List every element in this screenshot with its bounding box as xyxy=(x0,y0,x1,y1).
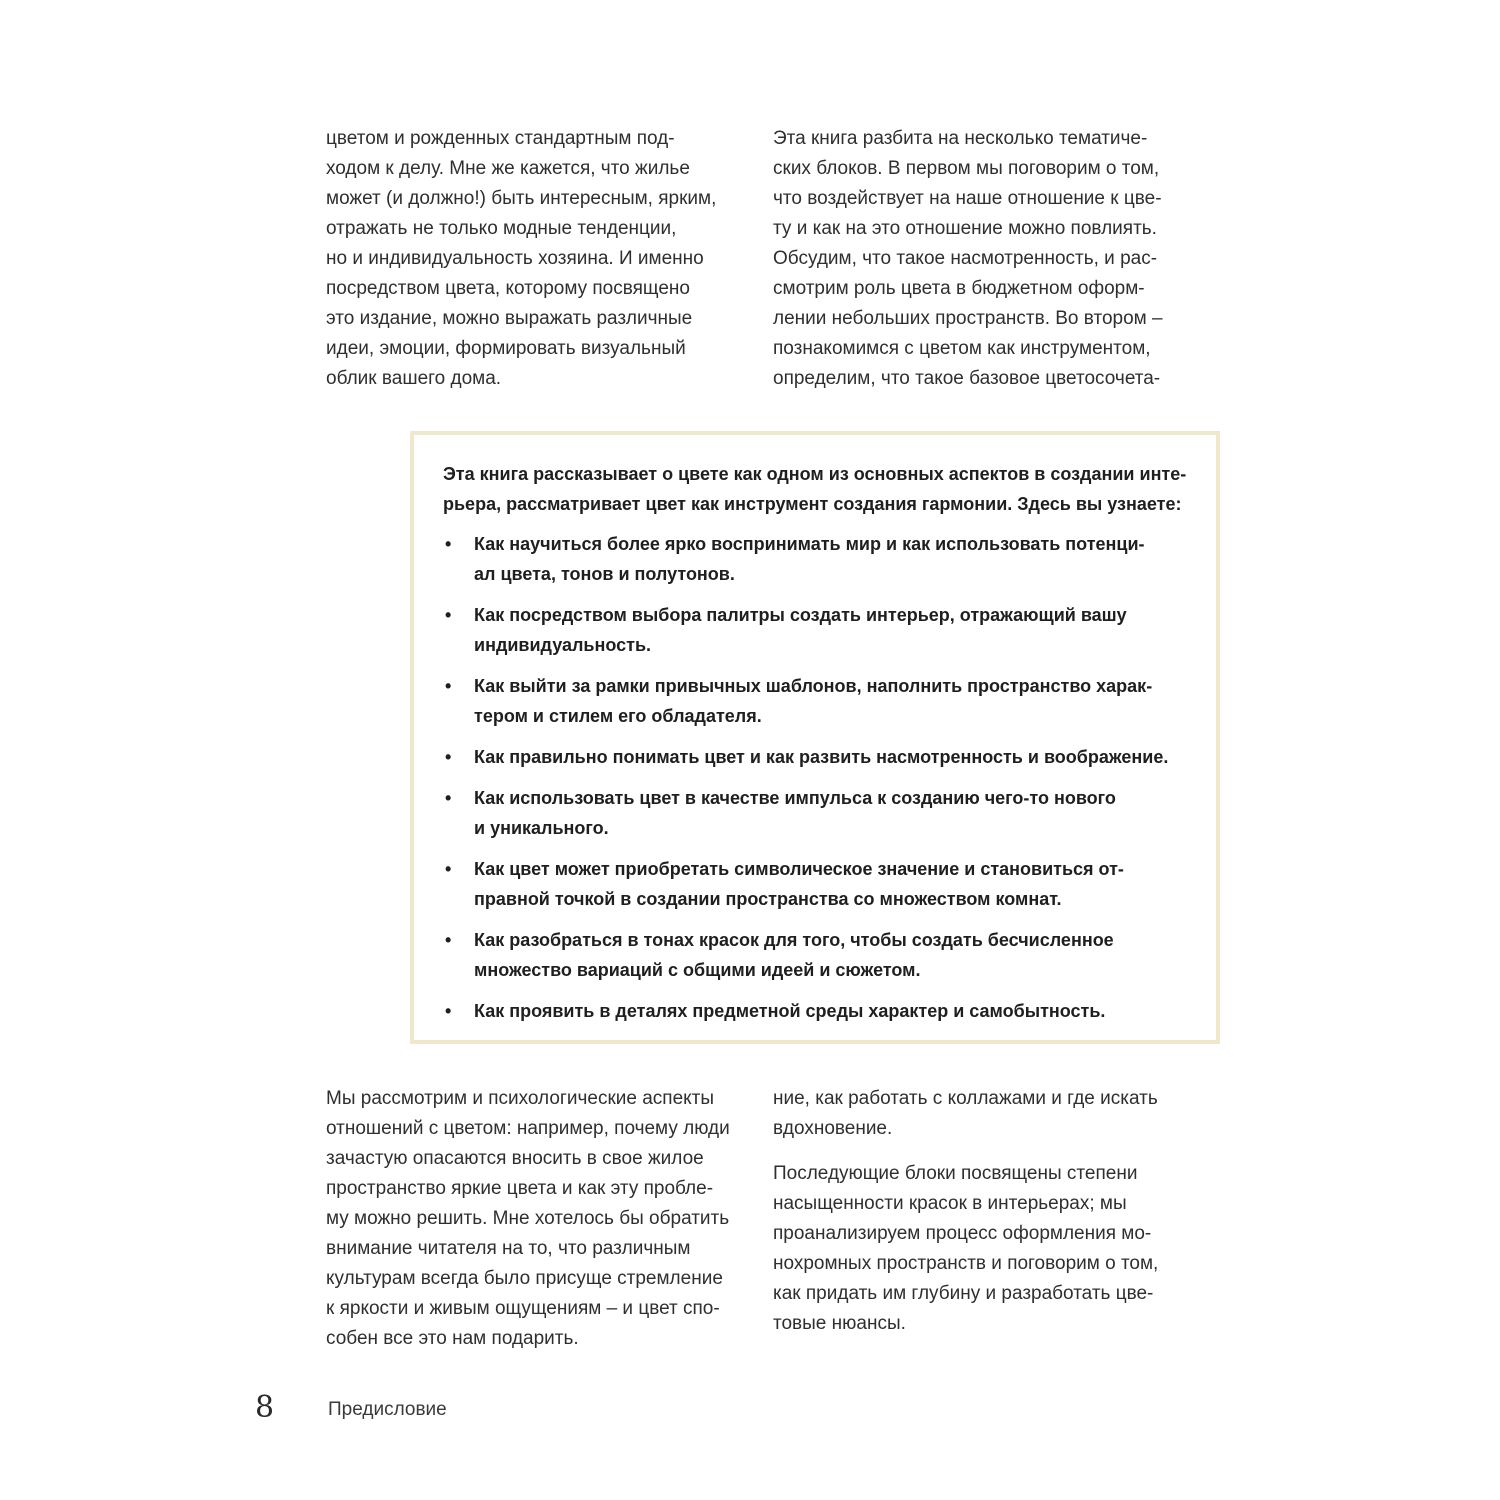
bullet-text-line: и уникального. xyxy=(474,818,609,838)
top-left-column xyxy=(326,124,746,394)
bullet-text-line: Как разобраться в тонах красок для того, чтобы создать бесчисленное xyxy=(474,930,1114,950)
bullet-text-line: Как посредством выбора палитры создать интерьер, отражающий вашу xyxy=(474,605,1127,625)
bullet-text-line: правной точкой в создании пространства со множеством комнат. xyxy=(474,889,1062,909)
text-line: облик вашего дома. xyxy=(326,368,502,389)
text-line: смотрим роль цвета в бюджетном оформ- xyxy=(773,278,1145,299)
text-line: Эта книга разбита на несколько тематиче- xyxy=(773,128,1148,149)
bullet-item xyxy=(443,925,1196,985)
top-right-column xyxy=(773,124,1203,394)
bottom-right-column xyxy=(773,1084,1203,1339)
bullet-item xyxy=(443,600,1196,660)
paragraph xyxy=(326,1084,746,1354)
bullet-item xyxy=(443,854,1196,914)
bullet-item xyxy=(443,996,1196,1026)
text-line: вдохновение. xyxy=(773,1118,893,1139)
text-line: отношений с цветом: например, почему люди xyxy=(326,1118,730,1139)
paragraph xyxy=(773,124,1203,394)
bullet-item xyxy=(443,783,1196,843)
bullet-dot-icon: • xyxy=(445,1001,452,1021)
section-title: Предисловие xyxy=(328,1399,447,1420)
bullet-dot-icon: • xyxy=(445,859,452,879)
text-line: к яркости и живым ощущениям – и цвет спо- xyxy=(326,1298,720,1319)
text-line: может (и должно!) быть интересным, ярким, xyxy=(326,188,717,209)
text-line: как придать им глубину и разработать цве- xyxy=(773,1283,1154,1304)
bullet-text-line: Как проявить в деталях предметной среды характер и самобытность. xyxy=(474,1001,1106,1021)
highlight-box xyxy=(410,431,1220,1044)
text-line: цветом и рожденных стандартным под- xyxy=(326,128,675,149)
text-line: му можно решить. Мне хотелось бы обратить xyxy=(326,1208,730,1229)
bullet-item xyxy=(443,529,1196,589)
text-line: собен все это нам подарить. xyxy=(326,1328,579,1349)
text-line: культурам всегда было присуще стремление xyxy=(326,1268,723,1289)
bullet-dot-icon: • xyxy=(445,676,452,696)
bullet-text-line: ал цвета, тонов и полутонов. xyxy=(474,564,735,584)
text-line: ских блоков. В первом мы поговорим о том, xyxy=(773,158,1160,179)
paragraph xyxy=(326,124,746,394)
text-line: нохромных пространств и поговорим о том, xyxy=(773,1253,1159,1274)
bullet-dot-icon: • xyxy=(445,930,452,950)
text-line: лении небольших пространств. Во втором – xyxy=(773,308,1163,329)
text-line: но и индивидуальность хозяина. И именно xyxy=(326,248,704,269)
paragraph xyxy=(773,1084,1203,1144)
bullet-item xyxy=(443,671,1196,731)
bullet-item xyxy=(443,742,1196,772)
text-line: зачастую опасаются вносить в свое жилое xyxy=(326,1148,704,1169)
bullet-text-line: Как научиться более ярко воспринимать мир и как использовать потенци- xyxy=(474,534,1145,554)
highlight-bullet-list xyxy=(443,529,1196,1026)
text-line: ние, как работать с коллажами и где искать xyxy=(773,1088,1158,1109)
text-line: Мы рассмотрим и психологические аспекты xyxy=(326,1088,715,1109)
text-line: насыщенности красок в интерьерах; мы xyxy=(773,1193,1127,1214)
highlight-intro xyxy=(443,459,1196,519)
bullet-dot-icon: • xyxy=(445,605,452,625)
text-line: отражать не только модные тенденции, xyxy=(326,218,677,239)
bottom-left-column xyxy=(326,1084,746,1354)
intro-line: рьера, рассматривает цвет как инструмент создания гармонии. Здесь вы узнаете: xyxy=(443,494,1182,514)
bullet-text-line: Как цвет может приобретать символическое значение и становиться от- xyxy=(474,859,1124,879)
text-line: ходом к делу. Мне же кажется, что жилье xyxy=(326,158,690,179)
bullet-text-line: множество вариаций с общими идеей и сюжетом. xyxy=(474,960,921,980)
bullet-dot-icon: • xyxy=(445,788,452,808)
text-line: товые нюансы. xyxy=(773,1313,906,1334)
bullet-text-line: тером и стилем его обладателя. xyxy=(474,706,762,726)
text-line: Обсудим, что такое насмотренность, и рас- xyxy=(773,248,1158,269)
highlight-box-content xyxy=(443,459,1196,1026)
text-line: Последующие блоки посвящены степени xyxy=(773,1163,1138,1184)
text-line: проанализируем процесс оформления мо- xyxy=(773,1223,1152,1244)
text-line: пространство яркие цвета и как эту пробле- xyxy=(326,1178,714,1199)
text-line: это издание, можно выражать различные xyxy=(326,308,693,329)
text-line: что воздействует на наше отношение к цве- xyxy=(773,188,1162,209)
bullet-dot-icon: • xyxy=(445,534,452,554)
text-line: познакомимся с цветом как инструментом, xyxy=(773,338,1151,359)
bullet-text-line: Как использовать цвет в качестве импульса к созданию чего-то нового xyxy=(474,788,1116,808)
text-line: идеи, эмоции, формировать визуальный xyxy=(326,338,686,359)
intro-line: Эта книга рассказывает о цвете как одном из основных аспектов в создании инте- xyxy=(443,464,1187,484)
bullet-dot-icon: • xyxy=(445,747,452,767)
text-line: ту и как на это отношение можно повлиять. xyxy=(773,218,1157,239)
page-number: 8 xyxy=(255,1390,275,1425)
bullet-text-line: Как выйти за рамки привычных шаблонов, наполнить пространство харак- xyxy=(474,676,1153,696)
text-line: посредством цвета, которому посвящено xyxy=(326,278,690,299)
bullet-text-line: индивидуальность. xyxy=(474,635,652,655)
text-line: внимание читателя на то, что различным xyxy=(326,1238,691,1259)
text-line: определим, что такое базовое цветосочета- xyxy=(773,368,1161,389)
paragraph xyxy=(773,1159,1203,1339)
bullet-text-line: Как правильно понимать цвет и как развить насмотренность и воображение. xyxy=(474,747,1169,767)
